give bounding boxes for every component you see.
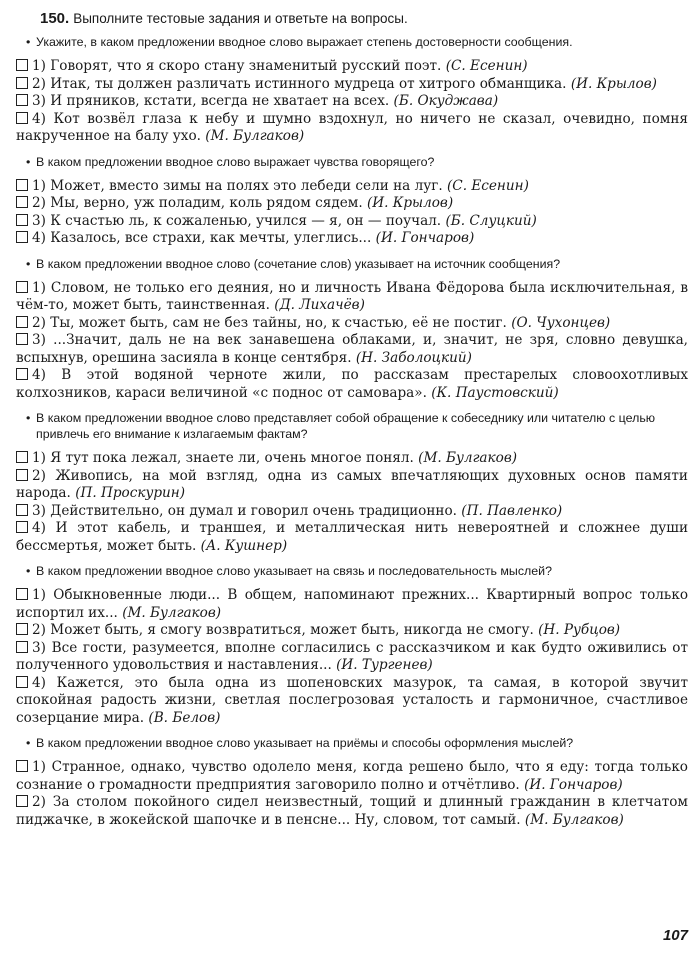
- answer-checkbox[interactable]: [16, 59, 28, 71]
- answer-checkbox[interactable]: [16, 641, 28, 653]
- question-group: [16, 735, 688, 829]
- question-text: • В каком предложении вводное слово указывает на приёмы и способы оформления мыслей?: [26, 735, 688, 751]
- option-text: 1) Говорят, что я скоро стану знаменитый русский поэт.: [32, 58, 442, 74]
- answer-checkbox[interactable]: [16, 469, 28, 481]
- option-text: 4) В этой водяной черноте жили, по рассказам престарелых словоохотливых колхозников, караси величиной «с поднос от самовара».: [16, 367, 688, 401]
- option-text: 4) Казалось, все страхи, как мечты, улеглись...: [32, 230, 372, 246]
- option-text: 3) ...Значит, даль не на век занавешена облаками, и, значит, не зря, словно девушка, вспыхнув, орешина засияла в конце сентября.: [16, 332, 688, 366]
- question-text: • Укажите, в каком предложении вводное слово выражает степень достоверности сообщения.: [26, 34, 688, 50]
- page: [16, 10, 688, 837]
- option-text: 4) Кажется, это была одна из шопеновских мазурок, та самая, в которой звучит спокойная радость жизни, светлая послегрозовая усталость и гармоничное, счастливое созерцание мира.: [16, 674, 688, 726]
- option-author: (В. Белов): [148, 709, 221, 726]
- option-text: 2) Мы, верно, уж поладим, коль рядом сядем.: [32, 195, 363, 211]
- option-author: (К. Паустовский): [431, 384, 559, 401]
- option-author: (Н. Рубцов): [538, 622, 621, 638]
- answer-option: [16, 675, 688, 728]
- question-text: • В каком предложении вводное слово (сочетание слов) указывает на источник сообщения?: [26, 256, 688, 272]
- answer-option: [16, 58, 688, 76]
- task-header: [40, 10, 688, 28]
- option-text: 1) Я тут пока лежал, знаете ли, очень многое понял.: [32, 450, 414, 466]
- answer-checkbox[interactable]: [16, 333, 28, 345]
- option-author: (И. Гончаров): [375, 230, 475, 246]
- option-author: (П. Проскурин): [75, 485, 186, 501]
- option-author: (Б. Слуцкий): [445, 212, 537, 229]
- answer-checkbox[interactable]: [16, 504, 28, 516]
- option-author: (О. Чухонцев): [511, 314, 611, 331]
- option-author: (М. Булгаков): [205, 128, 305, 144]
- answer-option: [16, 332, 688, 367]
- option-author: (И. Тургенев): [336, 657, 433, 673]
- answer-checkbox[interactable]: [16, 588, 28, 600]
- question-text: • В каком предложении вводное слово представляет собой обращение к собеседнику или читателю с целью привлечь его внимание к излагаемым фактам?: [26, 410, 688, 442]
- answer-option: [16, 450, 688, 468]
- answer-checkbox[interactable]: [16, 179, 28, 191]
- answer-checkbox[interactable]: [16, 316, 28, 328]
- question-group: [16, 34, 688, 146]
- option-text: 3) К счастью ль, к сожаленью, учился — я, он — поучал.: [32, 212, 442, 229]
- answer-checkbox[interactable]: [16, 623, 28, 635]
- option-author: (М. Булгаков): [524, 811, 624, 828]
- answer-checkbox[interactable]: [16, 214, 28, 226]
- option-text: 2) Может быть, я смогу возвратиться, может быть, никогда не смогу.: [32, 622, 534, 638]
- answer-option: [16, 195, 688, 213]
- option-text: 3) Действительно, он думал и говорил очень традиционно.: [32, 502, 457, 519]
- answer-option: [16, 759, 688, 794]
- answer-checkbox[interactable]: [16, 451, 28, 463]
- option-text: 3) И пряников, кстати, всегда не хватает на всех.: [32, 93, 390, 109]
- answer-option: [16, 93, 688, 111]
- option-text: 1) Может, вместо зимы на полях это лебеди сели на луг.: [32, 177, 443, 194]
- question-list: [16, 34, 688, 829]
- answer-checkbox[interactable]: [16, 196, 28, 208]
- question-text: • В каком предложении вводное слово выражает чувства говорящего?: [26, 154, 688, 170]
- answer-checkbox[interactable]: [16, 676, 28, 688]
- answer-option: [16, 640, 688, 675]
- option-author: (И. Гончаров): [524, 776, 623, 793]
- option-author: (Н. Заболоцкий): [355, 349, 472, 366]
- option-text: 1) Словом, не только его деяния, но и личность Ивана Фёдорова была исключительная, в чём-то, может быть, таинственная.: [16, 279, 688, 313]
- answer-checkbox[interactable]: [16, 94, 28, 106]
- answer-option: [16, 213, 688, 231]
- answer-option: [16, 794, 688, 829]
- option-author: (М. Булгаков): [122, 604, 222, 621]
- answer-checkbox[interactable]: [16, 795, 28, 807]
- question-group: [16, 563, 688, 727]
- task-instruction: Выполните тестовые задания и ответьте на вопросы.: [73, 11, 408, 26]
- question-group: [16, 154, 688, 248]
- answer-checkbox[interactable]: [16, 368, 28, 380]
- option-author: (А. Кушнер): [200, 537, 288, 554]
- answer-option: [16, 178, 688, 196]
- option-text: 2) Итак, ты должен различать истинного мудреца от хитрого обманщика.: [32, 75, 567, 92]
- option-author: (С. Есенин): [446, 177, 529, 194]
- answer-option: [16, 587, 688, 622]
- answer-checkbox[interactable]: [16, 760, 28, 772]
- answer-checkbox[interactable]: [16, 521, 28, 533]
- answer-option: [16, 503, 688, 521]
- option-text: 2) Ты, может быть, сам не без тайны, но, к счастью, её не постиг.: [32, 314, 507, 331]
- answer-option: [16, 468, 688, 503]
- answer-option: [16, 280, 688, 315]
- answer-checkbox[interactable]: [16, 231, 28, 243]
- page-number: 107: [662, 927, 688, 944]
- option-author: (Д. Лихачёв): [274, 297, 365, 313]
- option-author: (М. Булгаков): [418, 450, 518, 466]
- option-author: (И. Крылов): [367, 195, 454, 211]
- answer-option: [16, 367, 688, 402]
- option-author: (Б. Окуджава): [393, 93, 499, 109]
- answer-checkbox[interactable]: [16, 77, 28, 89]
- answer-option: [16, 520, 688, 555]
- question-text: • В каком предложении вводное слово указывает на связь и последовательность мыслей?: [26, 563, 688, 579]
- task-number: 150.: [40, 10, 70, 27]
- answer-option: [16, 315, 688, 333]
- question-group: [16, 410, 688, 555]
- option-author: (И. Крылов): [570, 75, 657, 92]
- option-text: 4) Кот возвёл глаза к небу и шумно вздохнул, но ничего не сказал, очевидно, помня накрученное на балу ухо.: [16, 110, 688, 144]
- option-author: (С. Есенин): [445, 58, 528, 74]
- option-text: 3) Все гости, разумеется, вполне согласились с рассказчиком и как будто оживились от полученного удовольствия и наставления...: [16, 639, 688, 673]
- option-text: 2) Живопись, на мой взгляд, одна из самых впечатляющих духовных основ памяти народа.: [16, 467, 688, 501]
- option-author: (П. Павленко): [461, 502, 563, 519]
- answer-option: [16, 230, 688, 248]
- option-text: 4) И этот кабель, и траншея, и металлическая нить невероятней и сложнее души бессмертья, может быть.: [16, 520, 688, 554]
- answer-checkbox[interactable]: [16, 281, 28, 293]
- answer-option: [16, 622, 688, 640]
- answer-option: [16, 76, 688, 94]
- option-text: 2) За столом покойного сидел неизвестный, тощий и длинный гражданин в клетчатом пиджачке, в жокейской шапочке и в пенсне... Ну, словом, тот самый.: [16, 794, 688, 828]
- answer-checkbox[interactable]: [16, 112, 28, 124]
- question-group: [16, 256, 688, 403]
- option-text: 1) Странное, однако, чувство одолело меня, когда решено было, что я еду: тогда только сознание о громадности предприятия заговорило полно и отчётливо.: [16, 759, 688, 793]
- option-text: 1) Обыкновенные люди... В общем, напоминают прежних... Квартирный вопрос только испортил их...: [16, 587, 688, 621]
- answer-option: [16, 111, 688, 146]
